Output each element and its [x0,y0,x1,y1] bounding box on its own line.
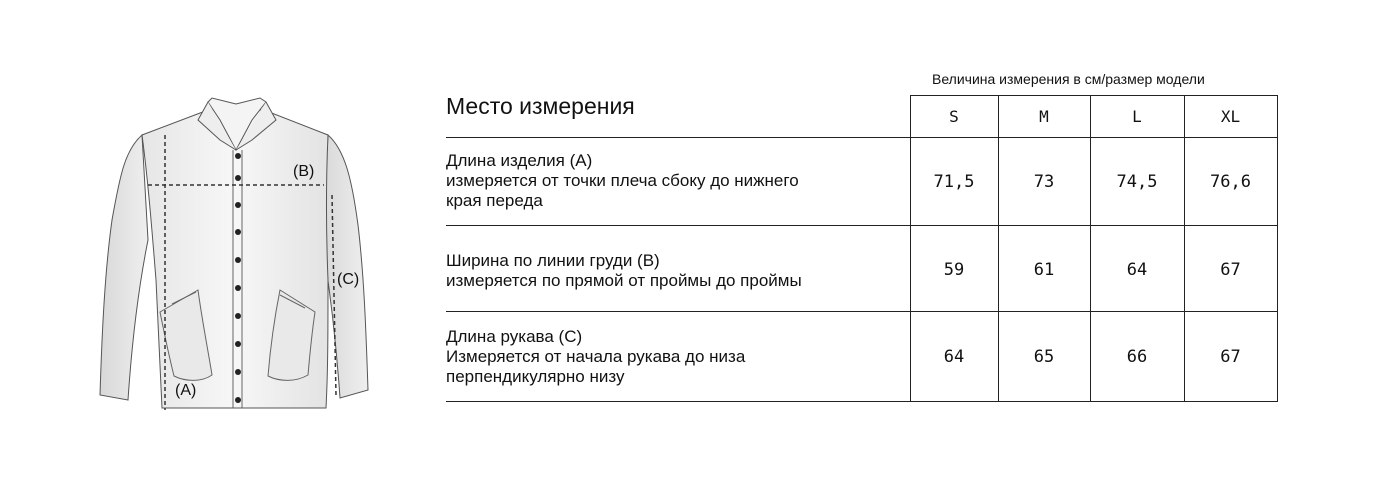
table-cell: 73 [1033,172,1055,192]
row-title: Длина изделия (A) [446,151,593,170]
dimension-label-c: (C) [337,271,360,288]
table-cell: 65 [1033,347,1055,367]
size-header-m: M [1039,107,1049,126]
row-sleeve-length [446,327,745,387]
table-col-divider [1277,95,1278,402]
table-row-divider [446,225,1278,226]
table-cell: 74,5 [1116,172,1158,192]
row-chest-width [446,251,802,291]
row-title: Длина рукава (C) [446,327,583,346]
table-cell: 67 [1220,347,1241,367]
row-description-line: края переда [446,191,543,210]
row-description-line: Измеряется от начала рукава до низа [446,347,746,366]
dimension-label-a: (A) [175,382,197,399]
size-header-l: L [1132,107,1142,126]
size-header-xl: XL [1220,107,1241,126]
table-cell: 76,6 [1210,172,1251,192]
table-cell: 59 [943,260,965,280]
table-cell: 64 [1126,260,1148,280]
table-cell: 66 [1126,347,1148,367]
size-header-s: S [949,107,959,126]
row-title: Ширина по линии груди (B) [446,251,660,270]
table-cell: 67 [1220,260,1241,280]
measurement-caption: Величина измерения в см/размер модели [932,71,1205,87]
dimension-label-b: (B) [293,163,315,180]
table-bottom-border [446,401,1278,402]
table-cell: 61 [1033,260,1055,280]
row-description-line: измеряется от точки плеча сбоку до нижнего [446,171,799,190]
table-row-divider [446,311,1278,312]
table-cell: 64 [943,347,965,367]
shirt-jacket-icon [90,90,390,420]
row-description-line: перпендикулярно низу [446,367,625,386]
row-description-line: измеряется по прямой от проймы до проймы [446,271,802,290]
row-garment-length [446,151,799,211]
place-header: Место измерения [446,93,635,119]
shirt-illustration [90,90,390,420]
table-cell: 71,5 [933,172,975,192]
